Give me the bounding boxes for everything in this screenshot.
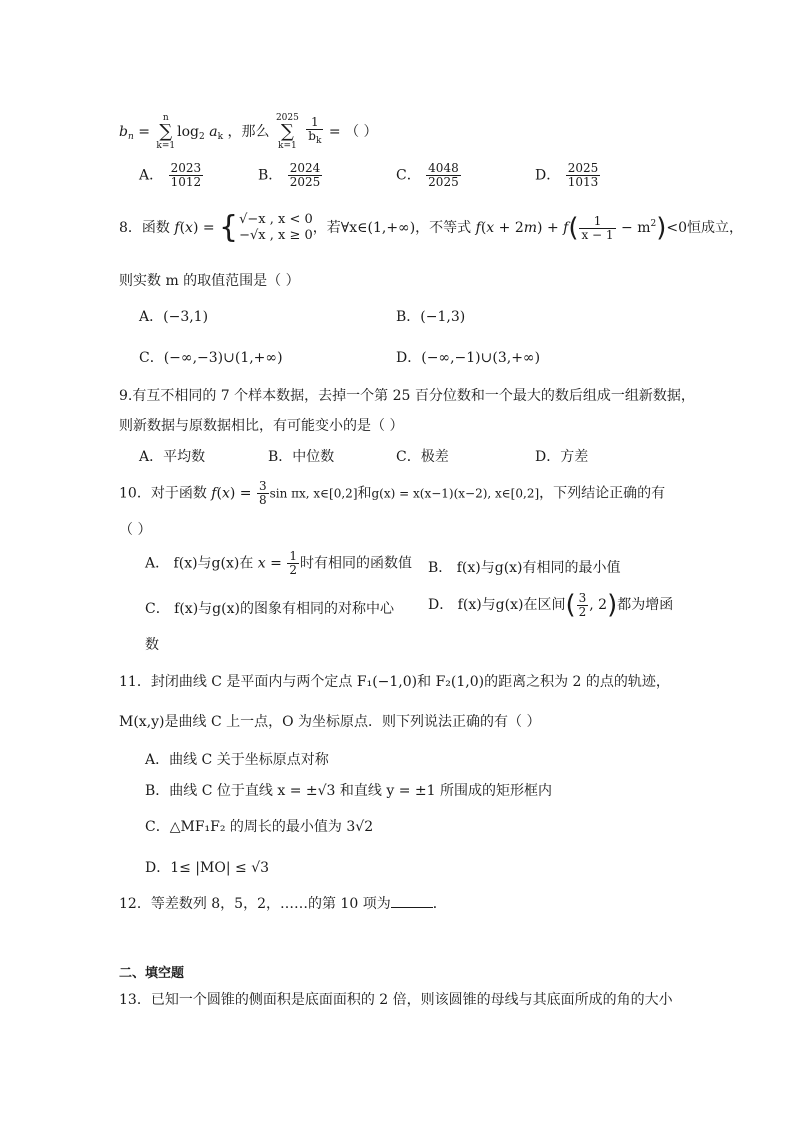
answer-blank[interactable]: [391, 895, 433, 908]
b-n: $b_n$: [119, 124, 134, 142]
section-title: 二、填空题: [119, 966, 185, 981]
q9-option-a[interactable]: A．平均数: [139, 449, 206, 465]
q9-option-b[interactable]: B．中位数: [268, 449, 335, 465]
q10-option-c[interactable]: C． f(x)与g(x)的图象有相同的对称中心: [145, 601, 394, 617]
q7-option-a[interactable]: A． $\frac{2023}{1012}$: [139, 161, 202, 189]
q9-option-d[interactable]: D．方差: [535, 449, 589, 465]
q11-option-b[interactable]: B．曲线 C 位于直线 x = ±√3 和直线 y = ±1 所围成的矩形框内: [145, 783, 552, 799]
q8-option-c[interactable]: C．(−∞,−3)∪(1,+∞): [139, 350, 283, 366]
q7-continuation: $b_n = n$ ∑ $k=1\log_2$ $a_k$ ，那么 2025 ∑ k=1 $\frac{1}{b_k}$ = （ ）: [119, 113, 378, 151]
q13-stem: 13．已知一个圆锥的侧面积是底面面积的 2 倍，则该圆锥的母线与其底面所成的角的大小: [119, 992, 673, 1008]
q9-stem-line1: 9.有互不相同的 7 个样本数据，去掉一个第 25 百分位数和一个最大的数后组成一组新数据，: [119, 388, 695, 404]
q8-option-b[interactable]: B．(−1,3): [396, 309, 466, 325]
q10-option-b[interactable]: B． f(x)与g(x)有相同的最小值: [428, 560, 621, 576]
sum-symbol-2: 2025 ∑ k=1: [275, 113, 299, 151]
q8-option-d[interactable]: D．(−∞,−1)∪(3,+∞): [396, 350, 541, 366]
q8-stem-line2: 则实数 m 的取值范围是（ ）: [119, 273, 300, 289]
fraction-1-over-bk: $\frac{1}{b_k}$: [308, 115, 322, 146]
piecewise-function: √−x , x < 0 −√x , x ≥ 0: [239, 212, 313, 243]
q10-option-a[interactable]: A． f(x)与g(x)在 x = $\frac{1}{2}$ 时有相同的函数值: [145, 549, 412, 577]
q7-option-d[interactable]: D． $\frac{2025}{1013}$: [535, 161, 599, 189]
q11-option-a[interactable]: A．曲线 C 关于坐标原点对称: [145, 752, 329, 768]
q10-stem: 10．对于函数 f(x) = $\frac{3}{8}$ sin πx, x∈[0,2]和g(x) = x(x−1)(x−2), x∈[0,2]，下列结论正确的有: [119, 479, 666, 507]
q11-option-c[interactable]: C．△MF₁F₂ 的周长的最小值为 3√2: [145, 819, 374, 835]
q11-stem-line1: 11．封闭曲线 C 是平面内与两个定点 F₁(−1,0)和 F₂(1,0)的距离之积为 2 的点的轨迹，: [119, 674, 670, 690]
q7-option-c[interactable]: C． $\frac{4048}{2025}$: [396, 161, 459, 189]
q10-stem-line2: （ ）: [119, 522, 152, 538]
q7-option-b[interactable]: B． $\frac{2024}{2025}$: [258, 161, 321, 189]
q9-option-c[interactable]: C．极差: [396, 449, 449, 465]
q11-option-d[interactable]: D．1≤ |MO| ≤ √3: [145, 860, 270, 876]
q10-option-d[interactable]: D． f(x)与g(x)在区间( $\frac{3}{2}$ , 2)都为增函: [428, 590, 674, 620]
sum-symbol: n ∑ k=1: [156, 113, 176, 151]
q9-stem-line2: 则新数据与原数据相比，有可能变小的是（ ）: [119, 418, 404, 434]
q10-option-d-wrap: 数: [145, 637, 159, 653]
q12-stem: 12．等差数列 8，5，2，……的第 10 项为 ．: [119, 896, 447, 912]
q8-stem: 8．函数 f(x) = {√−x , x < 0 −√x , x ≥ 0，若∀x∈(1,+∞)，不等式 f(x + 2m) + f( $\frac{1}{x - 1}$ − $m^2)<0$恒成立，: [119, 210, 743, 245]
q11-stem-line2: M(x,y)是曲线 C 上一点，O 为坐标原点．则下列说法正确的有（ ）: [119, 714, 541, 730]
q8-option-a[interactable]: A．(−3,1): [139, 309, 209, 325]
